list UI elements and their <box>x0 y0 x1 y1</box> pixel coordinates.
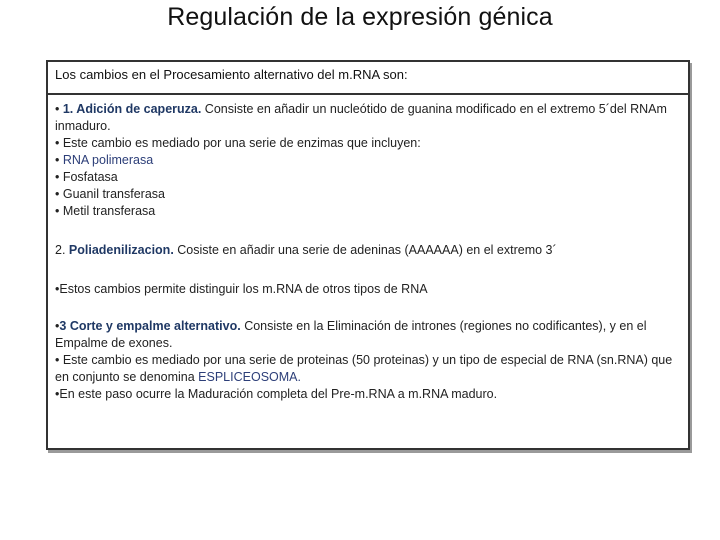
distinguish-paragraph: •Estos cambios permite distinguir los m.RNA de otros tipos de RNA <box>55 282 428 296</box>
cap-bullet: • <box>55 102 63 116</box>
polya-text: Cosiste en añadir una serie de adeninas (AAAAAA) en el extremo 3´ <box>173 243 557 257</box>
spacer <box>55 259 685 281</box>
polya-paragraph <box>55 242 685 259</box>
splicing-text: Consiste en la Eliminación de intrones (regiones no codificantes), y en el Empalme de exones. <box>55 319 647 350</box>
content-body <box>55 101 685 403</box>
polya-prefix: 2. <box>55 243 69 257</box>
enzyme-item: • Metil transferasa <box>55 204 156 218</box>
enzyme-item: • Guanil transferasa <box>55 187 165 201</box>
maturation-paragraph: •En este paso ocurre la Maduración completa del Pre-m.RNA a m.RNA maduro. <box>55 387 498 401</box>
cap-paragraph <box>55 101 685 135</box>
enzyme-item <box>55 152 685 169</box>
enzymes-intro: • Este cambio es mediado por una serie de enzimas que incluyen: <box>55 136 421 150</box>
header-text: Los cambios en el Procesamiento alternativo del m.RNA son: <box>55 67 408 82</box>
cap-heading: 1. Adición de caperuza. <box>62 102 202 116</box>
content-frame <box>46 60 690 450</box>
splicing-bullet: • <box>55 319 60 333</box>
spliceosome-term: ESPLICEOSOMA. <box>198 370 301 384</box>
splicing-heading: 3 Corte y empalme alternativo. <box>59 319 241 333</box>
polya-heading: Poliadenilizacion. <box>68 243 174 257</box>
enzyme-rna-polimerasa: RNA polimerasa <box>62 153 154 167</box>
spacer <box>55 298 685 318</box>
spliceosome-text: • Este cambio es mediado por una serie de proteinas (50 proteinas) y un tipo de especial de RNA (sn.RNA) que en conjunto se denomina <box>55 353 673 384</box>
splicing-paragraph <box>55 318 685 352</box>
spacer <box>55 220 685 242</box>
enzyme-item: • Fosfatasa <box>55 170 118 184</box>
enzyme-bullet: • <box>55 153 63 167</box>
spliceosome-paragraph <box>55 352 685 386</box>
slide-title: Regulación de la expresión génica <box>167 3 553 31</box>
header-box <box>48 62 688 95</box>
cap-text: Consiste en añadir un nucleótido de guanina modificado en el extremo 5´del RNAm inmaduro. <box>55 102 667 133</box>
